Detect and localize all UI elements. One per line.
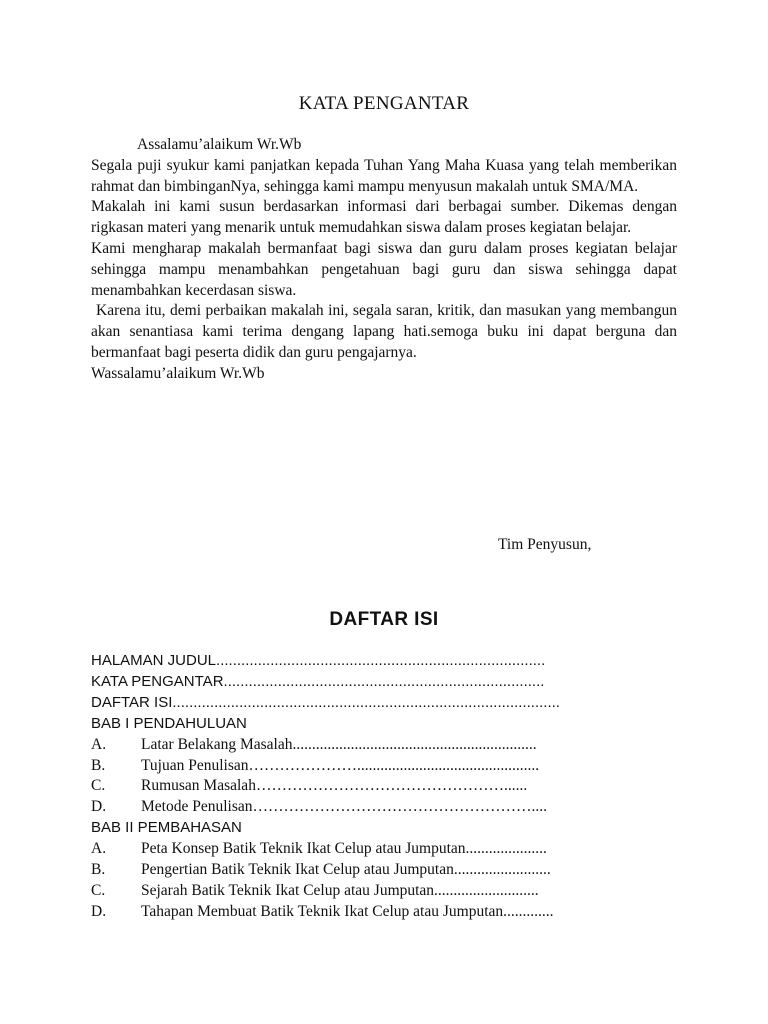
toc-entry-letter: B. [91, 756, 106, 774]
toc-entry-kata-pengantar [91, 672, 621, 693]
kata-pengantar-body [91, 135, 677, 385]
toc-entry-label: Rumusan Masalah…………………………………………...... [141, 777, 528, 795]
toc-entry-letter: A. [91, 840, 107, 858]
toc-entry-label: Peta Konsep Batik Teknik Ikat Celup atau Jumputan..................... [141, 840, 547, 858]
toc-entry-label: Latar Belakang Masalah............................................................... [141, 735, 537, 753]
toc-entry-label: Tujuan Penulisan…………………............................................... [141, 756, 540, 774]
toc-entry-letter: C. [91, 777, 106, 795]
toc-entry-bab1-a [91, 735, 621, 756]
toc-chapter-label: BAB I PENDAHULUAN [91, 714, 247, 732]
toc-entry-letter: C. [91, 881, 106, 899]
paragraph-1: Segala puji syukur kami panjatkan kepada Tuhan Yang Maha Kuasa yang telah memberikan rahmat dan bimbinganNya, sehingga kami mampu menyusun makalah untuk SMA/MA. [91, 156, 677, 195]
toc-entry-daftar-isi [91, 693, 621, 714]
paragraph-2: Makalah ini kami susun berdasarkan informasi dari berbagai sumber. Dikemas dengan rigkasan materi yang menarik untuk memudahkan siswa dalam proses kegiatan belajar. [91, 198, 677, 237]
toc-entry-halaman-judul [91, 651, 621, 672]
toc-entry-bab1-b [91, 756, 621, 777]
toc-chapter-bab2 [91, 818, 621, 839]
toc-entry-bab1-d [91, 797, 621, 818]
toc-entry-label: HALAMAN JUDUL............................................................................... [91, 652, 546, 669]
toc-entry-label: Pengertian Batik Teknik Ikat Celup atau Jumputan......................... [141, 861, 551, 879]
toc-entry-letter: D. [91, 798, 107, 816]
toc-entry-bab2-b [91, 860, 621, 881]
closing-line: Wassalamu’alaikum Wr.Wb [91, 364, 265, 382]
kata-pengantar-title: KATA PENGANTAR [298, 93, 470, 114]
greeting-line: Assalamu’alaikum Wr.Wb [137, 136, 302, 153]
daftar-isi-title: DAFTAR ISI [329, 609, 439, 630]
toc-entry-label: Metode Penulisan……………………………………………….... [141, 798, 547, 816]
toc-entry-letter: A. [91, 735, 107, 753]
toc-entry-label: Tahapan Membuat Batik Teknik Ikat Celup atau Jumputan............. [141, 902, 554, 920]
table-of-contents [91, 651, 621, 923]
toc-entry-bab2-a [91, 839, 621, 860]
toc-entry-letter: D. [91, 902, 107, 920]
toc-chapter-bab1 [91, 714, 621, 735]
toc-entry-label: DAFTAR ISI............................................................................................. [91, 693, 560, 711]
toc-entry-bab2-d [91, 902, 621, 923]
paragraph-4: Karena itu, demi perbaikan makalah ini, segala saran, kritik, dan masukan yang membangun akan senantiasa kami terima dengang lapang hati.semoga buku ini dapat berguna dan bermanfaat bagi peserta didik dan guru pengajarnya. [91, 302, 677, 361]
toc-entry-bab2-c [91, 881, 621, 902]
toc-chapter-label: BAB II PEMBAHASAN [91, 819, 242, 837]
toc-entry-letter: B. [91, 861, 106, 879]
signature: Tim Penyusun, [498, 536, 592, 553]
toc-entry-bab1-c [91, 776, 621, 797]
toc-entry-label: KATA PENGANTAR............................................................................. [91, 672, 545, 690]
toc-entry-label: Sejarah Batik Teknik Ikat Celup atau Jumputan........................... [141, 881, 539, 899]
paragraph-3: Kami mengharap makalah bermanfaat bagi siswa dan guru dalam proses kegiatan belajar sehingga mampu menambahkan pengetahuan bagi guru dan siswa sehingga dapat menambahkan kecerdasan siswa. [91, 239, 677, 299]
